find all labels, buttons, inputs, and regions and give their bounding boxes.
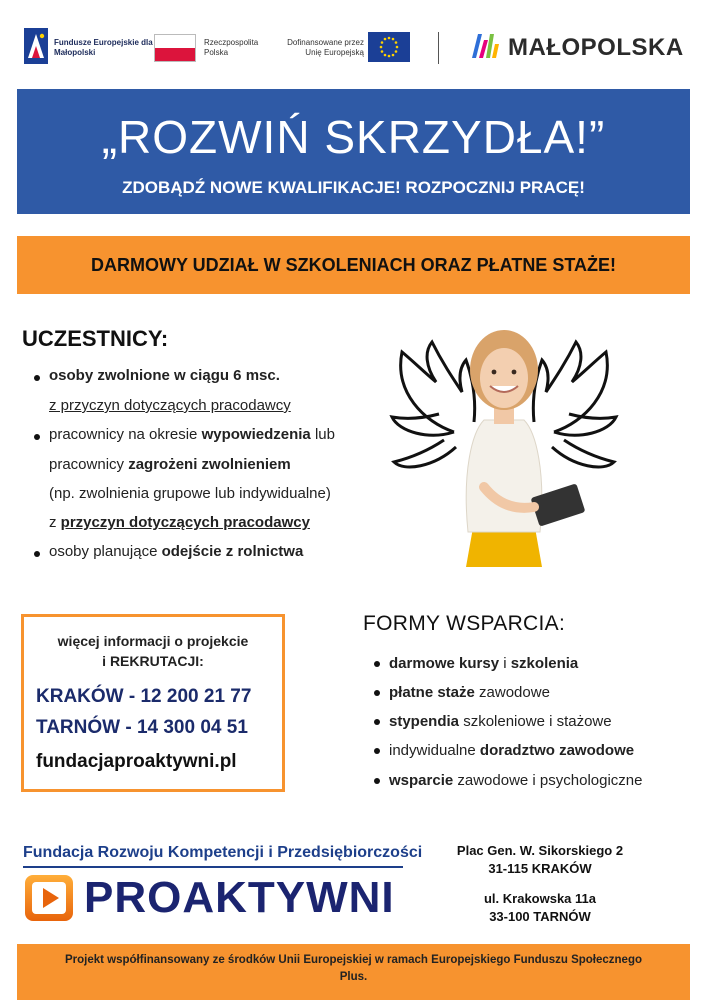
footer-banner (17, 944, 690, 1000)
list-item: wsparcie zawodowe i psychologiczne (389, 772, 643, 789)
malopolska-text: MAŁOPOLSKA (508, 34, 684, 61)
hero-subtitle: ZDOBĄDŹ NOWE KWALIFIKACJE! ROZPOCZNIJ PRACĘ! (122, 178, 585, 197)
list-item: darmowe kursy i szkolenia (389, 655, 579, 672)
contact-heading-line2: i REKRUTACJI: (102, 653, 204, 669)
phone-tarnow[interactable]: TARNÓW - 14 300 04 51 (36, 717, 248, 738)
list-item-continuation: (np. zwolnienia grupowe lub indywidualne) (49, 485, 331, 502)
list-item-continuation: z przyczyn dotyczących pracodawcy (49, 397, 291, 414)
address-krakow: Plac Gen. W. Sikorskiego 2 31-115 KRAKÓW (456, 843, 624, 876)
list-item: stypendia szkoleniowe i stażowe (389, 713, 612, 730)
malopolska-logo-icon (470, 30, 500, 60)
contact-box (21, 614, 285, 792)
bullet (34, 551, 40, 557)
rzeczpospolita-text: Rzeczpospolita Polska (204, 38, 259, 57)
hero-banner (17, 89, 690, 214)
woman-with-wings-illustration (384, 322, 624, 567)
footer-text: Projekt współfinansowany ze środków Unii Europejskiej w ramach Europejskiego Funduszu Społecznego Plus. (64, 954, 643, 983)
bullet (374, 661, 380, 667)
fundusze-europejskie-text: Fundusze Europejskie dla Małopolski (54, 38, 153, 57)
woman-figure (466, 330, 585, 567)
bullet (374, 719, 380, 725)
polish-flag-icon (154, 34, 196, 62)
contact-heading-line1: więcej informacji o projekcie (57, 633, 249, 649)
bullet (34, 375, 40, 381)
participants-title: UCZESTNICY: (22, 326, 169, 351)
list-item: pracownicy na okresie wypowiedzenia lub (49, 426, 335, 443)
brand-name: PROAKTYWNI (84, 873, 395, 922)
fundusze-europejskie-icon (24, 28, 48, 64)
hero-title: „ROZWIŃ SKRZYDŁA!” (101, 111, 606, 163)
bullet (374, 748, 380, 754)
foundation-name: Fundacja Rozwoju Kompetencji i Przedsiębiorczości (23, 844, 423, 861)
list-item: osoby planujące odejście z rolnictwa (49, 543, 304, 560)
list-item: osoby zwolnione w ciągu 6 msc. (49, 367, 280, 384)
logo-strip (24, 26, 684, 70)
logo-divider (438, 32, 439, 64)
eu-flag-icon (368, 32, 410, 62)
bullet (374, 778, 380, 784)
bullet (34, 434, 40, 440)
support-title: FORMY WSPARCIA: (363, 612, 566, 635)
bullet (374, 690, 380, 696)
foundation-divider (23, 866, 403, 868)
offer-banner-text: DARMOWY UDZIAŁ W SZKOLENIACH ORAZ PŁATNE STAŻE! (91, 255, 616, 275)
list-item: indywidualne doradztwo zawodowe (389, 742, 635, 759)
list-item: płatne staże zawodowe (389, 684, 550, 701)
address-tarnow: ul. Krakowska 11a 33-100 TARNÓW (483, 891, 596, 924)
website-link[interactable]: fundacjaproaktywni.pl (36, 751, 237, 772)
play-logo-icon (24, 874, 74, 922)
list-item-continuation: pracownicy zagrożeni zwolnieniem (49, 456, 291, 473)
list-item-continuation: z przyczyn dotyczących pracodawcy (49, 514, 310, 531)
phone-krakow[interactable]: KRAKÓW - 12 200 21 77 (36, 686, 252, 707)
offer-banner (17, 236, 690, 294)
eu-cofinance-text: Dofinansowane przez Unię Europejską (287, 38, 364, 57)
